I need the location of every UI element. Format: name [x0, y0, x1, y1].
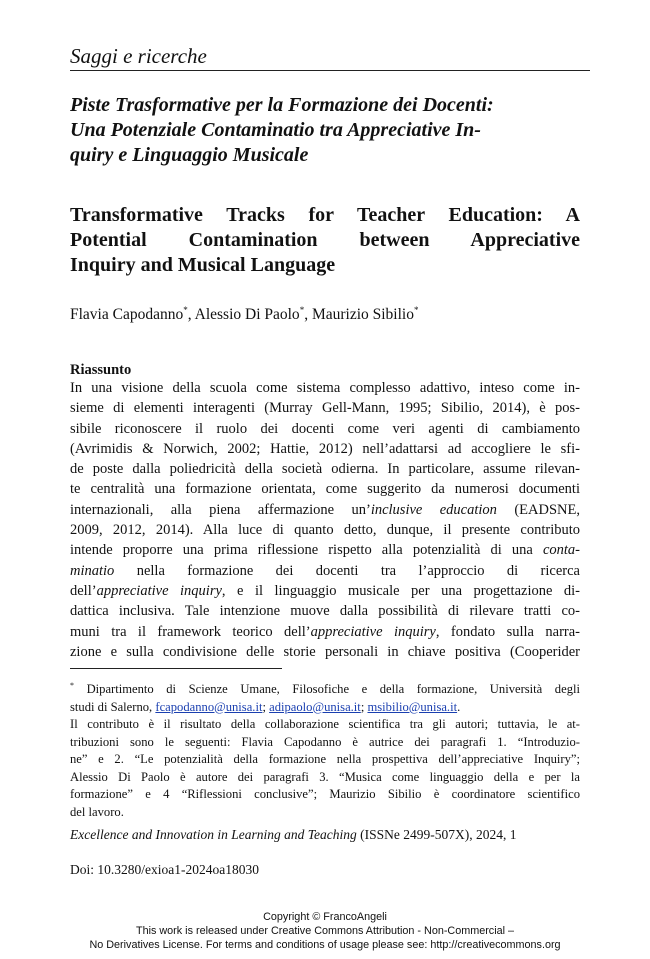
- author-name: Maurizio Sibilio: [311, 306, 414, 324]
- abstract-body: [70, 378, 580, 662]
- abstract-line: sieme di elementi interagenti (Murray Gell-Mann, 1995; Sibilio, 2014), è pos-: [70, 400, 580, 417]
- author-name: Alessio Di Paolo: [194, 306, 300, 324]
- footnote-email-line: studi di Salerno, fcapodanno@unisa.it; adipaolo@unisa.it; msibilio@unisa.it.: [70, 699, 461, 714]
- abstract-line: (Avrimidis & Norwich, 2002; Hattie, 2012) nell’adattarsi ad accogliere le sfi-: [70, 440, 580, 457]
- contribution-line: Il contributo è il risultato della collaborazione scientifica tra gli autori; tuttavia, le at-: [70, 717, 580, 732]
- abstract-line: intende proporre una prima riflessione rispetto alla potenzialità di una conta-: [70, 542, 580, 559]
- journal-citation: [70, 826, 590, 844]
- author-footnote-mark[interactable]: *: [413, 305, 419, 315]
- license-line: This work is released under Creative Commons Attribution - Non-Commercial –: [135, 925, 515, 937]
- contribution-line: tribuzioni sono le seguenti: Flavia Capodanno è autrice dei paragrafi 1. “Introduzio-: [70, 734, 580, 749]
- english-title: [70, 203, 580, 278]
- copyright-line: Copyright © FrancoAngeli: [263, 911, 387, 923]
- abstract-line: In una visione della scuola come sistema complesso adattivo, inteso come in-: [70, 380, 580, 396]
- section-label: Saggi e ricerche: [70, 44, 590, 71]
- footnote-divider: [70, 668, 282, 669]
- license-line: No Derivatives License. For terms and conditions of usage please see: http://creativecommons.org: [89, 939, 561, 951]
- affiliation-text: studi di Salerno,: [70, 699, 153, 714]
- english-title-line: Transformative Tracks for Teacher Education: A: [70, 204, 580, 226]
- footnote-affiliation-line: [70, 677, 580, 699]
- doi: Doi: 10.3280/exioa1-2024oa18030: [70, 862, 259, 877]
- abstract-line: sibile riconoscere il ruolo dei docenti come veri agenti di cambiamento: [70, 420, 580, 437]
- abstract-line: minatio nella formazione dei docenti tra l’approccio di ricerca: [70, 562, 580, 579]
- license-notice: [0, 910, 650, 952]
- email-link[interactable]: adipaolo@unisa.it: [269, 699, 361, 714]
- email-link[interactable]: fcapodanno@unisa.it: [155, 699, 263, 714]
- abstract-line: dattica inclusiva. Tale intenzione muove dalla possibilità di rilevare tratti co-: [70, 603, 580, 620]
- contribution-line: Alessio Di Paolo è autore dei paragrafi 3. “Musica come linguaggio della e per la: [70, 769, 580, 784]
- affiliation-text: Dipartimento di Scienze Umane, Filosofiche e della formazione, Università degli: [86, 682, 580, 697]
- english-title-line: Potential Contamination between Appreciative: [70, 229, 580, 251]
- abstract-line: 2009, 2012, 2014). Alla luce di quanto detto, dunque, il presente contributo: [70, 522, 580, 539]
- footnote-mark: *: [70, 681, 74, 690]
- abstract-line: de poste dalla poliedricità della società odierna. In particolare, assume rilevan-: [70, 461, 580, 478]
- footnote: [70, 677, 580, 821]
- italian-title-line: Una Potenziale Contaminatio tra Appreciative In-: [70, 119, 481, 141]
- author-list: [70, 300, 580, 325]
- abstract-heading: Riassunto: [70, 362, 132, 378]
- author-separator: ,: [304, 306, 312, 324]
- abstract-line: internazionali, alla piena affermazione un’inclusive education (EADSNE,: [70, 501, 580, 518]
- english-title-line: Inquiry and Musical Language: [70, 254, 336, 276]
- author-footnote-mark[interactable]: *: [183, 305, 188, 315]
- journal-details: (ISSNe 2499-507X), 2024, 1: [360, 827, 517, 842]
- italian-title-line: Piste Trasformative per la Formazione dei Docenti:: [70, 94, 494, 116]
- abstract-line: muni tra il framework teorico dell’appreciative inquiry, fondato sulla narra-: [70, 623, 580, 640]
- italian-title-line: quiry e Linguaggio Musicale: [70, 144, 309, 166]
- abstract-line: zione e sulla condivisione delle storie personali in chiave positiva (Cooperider: [70, 643, 580, 660]
- italian-title: [70, 93, 580, 168]
- abstract-line: te centralità una formazione orientata, come suggerito da numerosi documenti: [70, 481, 580, 498]
- abstract-line: dell’appreciative inquiry, e il linguaggio musicale per una progettazione di-: [70, 582, 581, 599]
- email-link[interactable]: msibilio@unisa.it: [367, 699, 458, 714]
- author-separator: ,: [187, 306, 195, 324]
- journal-name: Excellence and Innovation in Learning and Teaching: [70, 827, 357, 842]
- author-footnote-mark[interactable]: *: [299, 305, 305, 315]
- contribution-line: del lavoro.: [70, 804, 124, 819]
- author-name: Flavia Capodanno: [70, 306, 184, 324]
- contribution-line: ne” e 2. “Le potenzialità della formazione nella prospettiva dell’appreciative Inquiry”;: [70, 752, 580, 767]
- contribution-line: formazione” e 4 “Riflessioni conclusive”; Maurizio Sibilio è coordinatore scientifico: [70, 787, 580, 802]
